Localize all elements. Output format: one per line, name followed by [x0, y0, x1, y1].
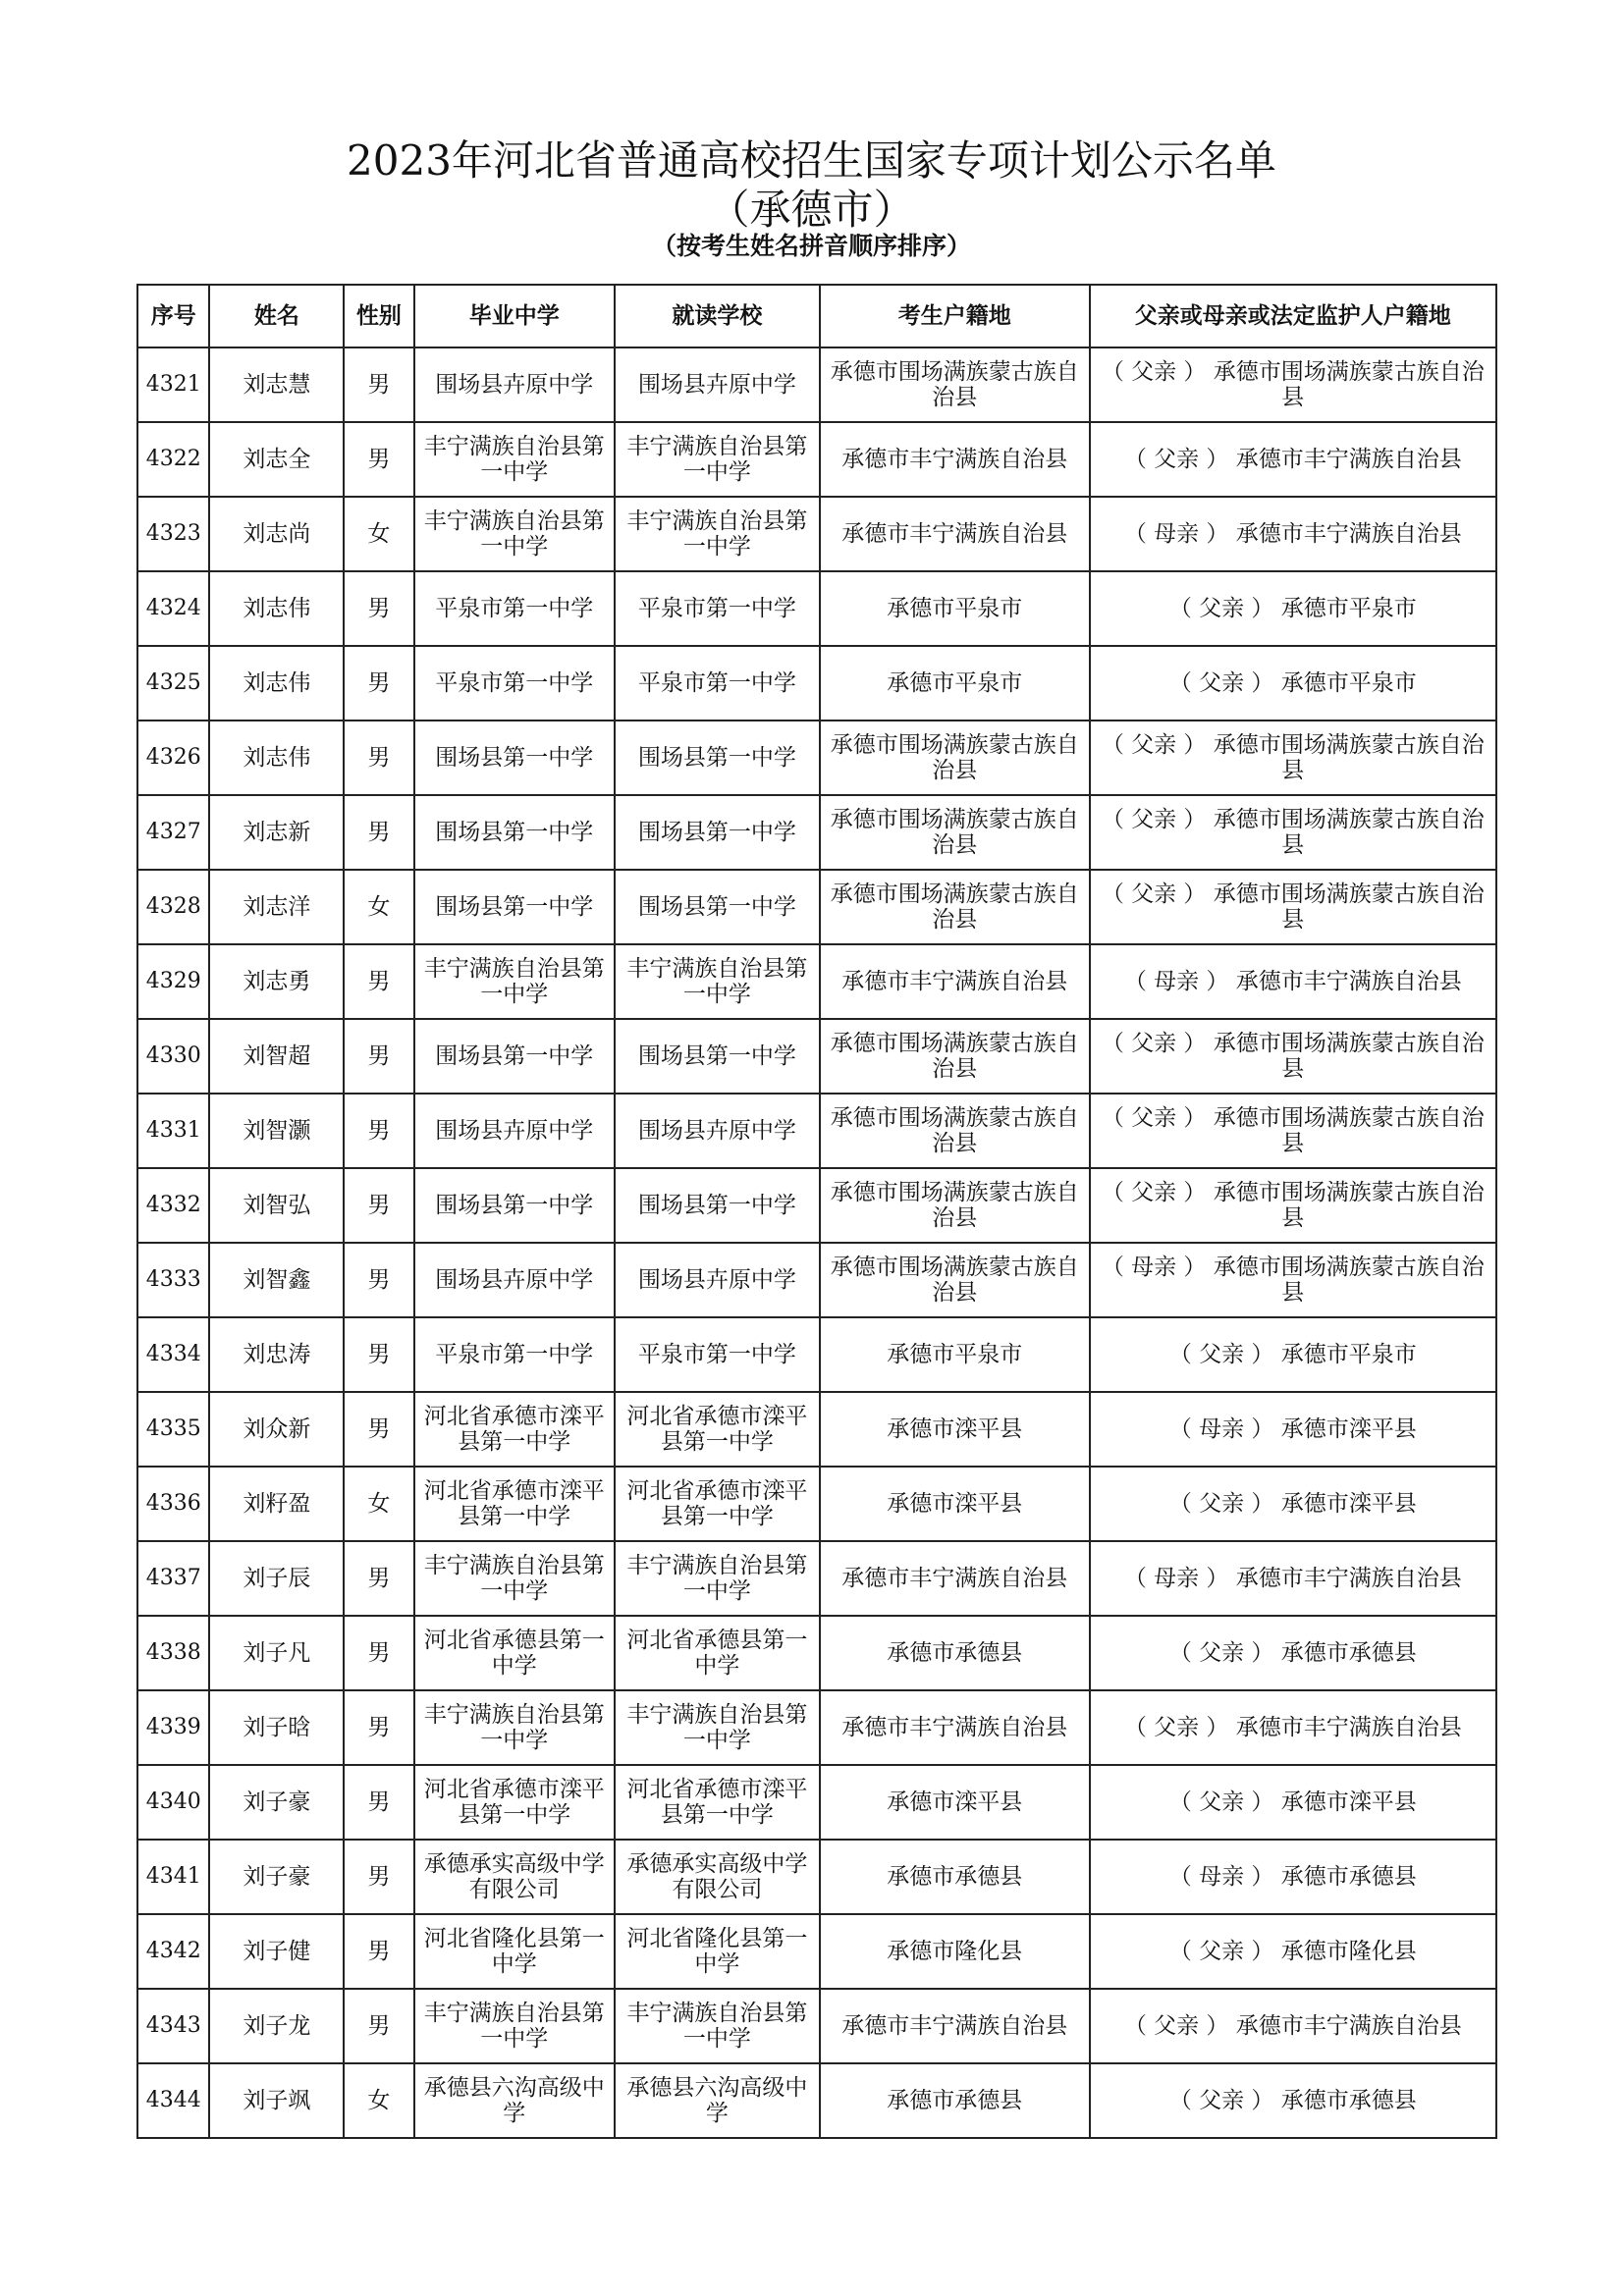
cell-graduation-school: 围场县第一中学	[414, 1168, 615, 1243]
cell-seq: 4333	[137, 1243, 209, 1317]
header-student-residence: 考生户籍地	[820, 285, 1090, 347]
cell-gender: 男	[344, 1168, 413, 1243]
cell-gender: 女	[344, 1467, 413, 1541]
cell-student-residence: 承德市围场满族蒙古族自治县	[820, 1243, 1090, 1317]
cell-student-residence: 承德市丰宁满族自治县	[820, 1690, 1090, 1765]
cell-name: 刘众新	[209, 1392, 344, 1467]
cell-guardian-residence: （ 母亲 ） 承德市围场满族蒙古族自治县	[1090, 1243, 1496, 1317]
cell-current-school: 平泉市第一中学	[615, 646, 820, 721]
table-row	[137, 1094, 1496, 1168]
cell-guardian-residence: （ 父亲 ） 承德市丰宁满族自治县	[1090, 1989, 1496, 2063]
cell-seq: 4332	[137, 1168, 209, 1243]
cell-gender: 男	[344, 347, 413, 422]
cell-guardian-residence: （ 父亲 ） 承德市丰宁满族自治县	[1090, 1690, 1496, 1765]
cell-gender: 男	[344, 1914, 413, 1989]
cell-student-residence: 承德市丰宁满族自治县	[820, 1989, 1090, 2063]
table-row	[137, 571, 1496, 646]
cell-guardian-residence: （ 父亲 ） 承德市围场满族蒙古族自治县	[1090, 1019, 1496, 1094]
cell-student-residence: 承德市丰宁满族自治县	[820, 497, 1090, 571]
cell-name: 刘志伟	[209, 646, 344, 721]
cell-seq: 4343	[137, 1989, 209, 2063]
cell-student-residence: 承德市丰宁满族自治县	[820, 1541, 1090, 1616]
cell-current-school: 河北省隆化县第一中学	[615, 1914, 820, 1989]
cell-name: 刘志尚	[209, 497, 344, 571]
cell-seq: 4329	[137, 944, 209, 1019]
cell-gender: 男	[344, 1392, 413, 1467]
cell-guardian-residence: （ 母亲 ） 承德市承德县	[1090, 1840, 1496, 1914]
cell-seq: 4328	[137, 870, 209, 944]
cell-seq: 4335	[137, 1392, 209, 1467]
header-current-school: 就读学校	[615, 285, 820, 347]
cell-current-school: 围场县卉原中学	[615, 1094, 820, 1168]
cell-current-school: 丰宁满族自治县第一中学	[615, 1541, 820, 1616]
cell-graduation-school: 围场县卉原中学	[414, 1094, 615, 1168]
cell-seq: 4327	[137, 795, 209, 870]
cell-gender: 男	[344, 1094, 413, 1168]
cell-graduation-school: 承德承实高级中学有限公司	[414, 1840, 615, 1914]
cell-seq: 4324	[137, 571, 209, 646]
cell-graduation-school: 丰宁满族自治县第一中学	[414, 944, 615, 1019]
table-row	[137, 944, 1496, 1019]
cell-graduation-school: 丰宁满族自治县第一中学	[414, 1989, 615, 2063]
cell-guardian-residence: （ 母亲 ） 承德市滦平县	[1090, 1392, 1496, 1467]
cell-student-residence: 承德市围场满族蒙古族自治县	[820, 1094, 1090, 1168]
cell-gender: 女	[344, 497, 413, 571]
cell-seq: 4322	[137, 422, 209, 497]
cell-name: 刘子晗	[209, 1690, 344, 1765]
cell-name: 刘子龙	[209, 1989, 344, 2063]
table-row	[137, 422, 1496, 497]
cell-graduation-school: 承德县六沟高级中学	[414, 2063, 615, 2138]
cell-name: 刘子豪	[209, 1840, 344, 1914]
cell-gender: 男	[344, 1243, 413, 1317]
cell-graduation-school: 围场县第一中学	[414, 870, 615, 944]
cell-graduation-school: 丰宁满族自治县第一中学	[414, 422, 615, 497]
cell-guardian-residence: （ 父亲 ） 承德市承德县	[1090, 1616, 1496, 1690]
cell-guardian-residence: （ 父亲 ） 承德市围场满族蒙古族自治县	[1090, 721, 1496, 795]
header-graduation-school: 毕业中学	[414, 285, 615, 347]
cell-student-residence: 承德市承德县	[820, 2063, 1090, 2138]
cell-student-residence: 承德市围场满族蒙古族自治县	[820, 347, 1090, 422]
table-row	[137, 347, 1496, 422]
cell-current-school: 围场县第一中学	[615, 795, 820, 870]
cell-current-school: 围场县第一中学	[615, 721, 820, 795]
table-row	[137, 1840, 1496, 1914]
cell-current-school: 承德县六沟高级中学	[615, 2063, 820, 2138]
cell-student-residence: 承德市围场满族蒙古族自治县	[820, 721, 1090, 795]
cell-name: 刘志慧	[209, 347, 344, 422]
cell-student-residence: 承德市滦平县	[820, 1467, 1090, 1541]
table-row	[137, 721, 1496, 795]
sort-note: （按考生姓名拼音顺序排序）	[651, 232, 971, 260]
cell-student-residence: 承德市围场满族蒙古族自治县	[820, 1019, 1090, 1094]
cell-guardian-residence: （ 父亲 ） 承德市丰宁满族自治县	[1090, 422, 1496, 497]
cell-gender: 男	[344, 422, 413, 497]
cell-name: 刘智超	[209, 1019, 344, 1094]
cell-graduation-school: 丰宁满族自治县第一中学	[414, 1690, 615, 1765]
cell-guardian-residence: （ 父亲 ） 承德市平泉市	[1090, 646, 1496, 721]
cell-graduation-school: 河北省承德市滦平县第一中学	[414, 1467, 615, 1541]
cell-current-school: 丰宁满族自治县第一中学	[615, 422, 820, 497]
cell-current-school: 河北省承德市滦平县第一中学	[615, 1765, 820, 1840]
cell-graduation-school: 围场县第一中学	[414, 721, 615, 795]
cell-current-school: 围场县第一中学	[615, 870, 820, 944]
cell-guardian-residence: （ 父亲 ） 承德市围场满族蒙古族自治县	[1090, 870, 1496, 944]
cell-guardian-residence: （ 母亲 ） 承德市丰宁满族自治县	[1090, 944, 1496, 1019]
cell-guardian-residence: （ 父亲 ） 承德市承德县	[1090, 2063, 1496, 2138]
cell-current-school: 平泉市第一中学	[615, 1317, 820, 1392]
page-title: 2023年河北省普通高校招生国家专项计划公示名单	[347, 136, 1276, 185]
cell-seq: 4330	[137, 1019, 209, 1094]
cell-graduation-school: 平泉市第一中学	[414, 1317, 615, 1392]
page-subtitle: （承德市）	[708, 186, 915, 234]
cell-guardian-residence: （ 父亲 ） 承德市平泉市	[1090, 571, 1496, 646]
cell-guardian-residence: （ 父亲 ） 承德市围场满族蒙古族自治县	[1090, 795, 1496, 870]
header-gender: 性别	[344, 285, 413, 347]
header-name: 姓名	[209, 285, 344, 347]
table-row	[137, 646, 1496, 721]
cell-student-residence: 承德市围场满族蒙古族自治县	[820, 795, 1090, 870]
cell-graduation-school: 河北省承德县第一中学	[414, 1616, 615, 1690]
cell-guardian-residence: （ 父亲 ） 承德市围场满族蒙古族自治县	[1090, 1094, 1496, 1168]
cell-seq: 4323	[137, 497, 209, 571]
cell-gender: 男	[344, 1690, 413, 1765]
cell-current-school: 围场县卉原中学	[615, 347, 820, 422]
cell-seq: 4340	[137, 1765, 209, 1840]
cell-student-residence: 承德市平泉市	[820, 646, 1090, 721]
cell-name: 刘智鑫	[209, 1243, 344, 1317]
cell-guardian-residence: （ 父亲 ） 承德市隆化县	[1090, 1914, 1496, 1989]
cell-graduation-school: 围场县卉原中学	[414, 347, 615, 422]
cell-graduation-school: 丰宁满族自治县第一中学	[414, 1541, 615, 1616]
cell-gender: 女	[344, 870, 413, 944]
cell-gender: 男	[344, 571, 413, 646]
cell-student-residence: 承德市围场满族蒙古族自治县	[820, 1168, 1090, 1243]
cell-current-school: 围场县第一中学	[615, 1019, 820, 1094]
cell-graduation-school: 围场县卉原中学	[414, 1243, 615, 1317]
cell-seq: 4338	[137, 1616, 209, 1690]
cell-seq: 4331	[137, 1094, 209, 1168]
cell-name: 刘志新	[209, 795, 344, 870]
roster-body	[137, 347, 1496, 2138]
cell-graduation-school: 围场县第一中学	[414, 1019, 615, 1094]
cell-student-residence: 承德市滦平县	[820, 1392, 1090, 1467]
table-row	[137, 1243, 1496, 1317]
header-guardian-residence: 父亲或母亲或法定监护人户籍地	[1090, 285, 1496, 347]
cell-seq: 4337	[137, 1541, 209, 1616]
cell-gender: 男	[344, 1317, 413, 1392]
cell-name: 刘子凡	[209, 1616, 344, 1690]
cell-current-school: 丰宁满族自治县第一中学	[615, 1690, 820, 1765]
table-row	[137, 1168, 1496, 1243]
cell-graduation-school: 河北省承德市滦平县第一中学	[414, 1392, 615, 1467]
cell-current-school: 丰宁满族自治县第一中学	[615, 944, 820, 1019]
table-row	[137, 1541, 1496, 1616]
cell-name: 刘子豪	[209, 1765, 344, 1840]
cell-student-residence: 承德市平泉市	[820, 1317, 1090, 1392]
cell-name: 刘志伟	[209, 721, 344, 795]
cell-guardian-residence: （ 母亲 ） 承德市丰宁满族自治县	[1090, 497, 1496, 571]
cell-gender: 男	[344, 1019, 413, 1094]
cell-guardian-residence: （ 父亲 ） 承德市围场满族蒙古族自治县	[1090, 347, 1496, 422]
cell-graduation-school: 河北省承德市滦平县第一中学	[414, 1765, 615, 1840]
cell-graduation-school: 河北省隆化县第一中学	[414, 1914, 615, 1989]
cell-current-school: 河北省承德市滦平县第一中学	[615, 1467, 820, 1541]
cell-gender: 女	[344, 2063, 413, 2138]
cell-name: 刘忠涛	[209, 1317, 344, 1392]
table-row	[137, 1616, 1496, 1690]
cell-gender: 男	[344, 721, 413, 795]
cell-student-residence: 承德市承德县	[820, 1616, 1090, 1690]
cell-name: 刘籽盈	[209, 1467, 344, 1541]
cell-gender: 男	[344, 1765, 413, 1840]
header-seq: 序号	[137, 285, 209, 347]
cell-name: 刘志伟	[209, 571, 344, 646]
cell-name: 刘子飒	[209, 2063, 344, 2138]
cell-name: 刘志全	[209, 422, 344, 497]
cell-current-school: 承德承实高级中学有限公司	[615, 1840, 820, 1914]
table-row	[137, 1765, 1496, 1840]
table-row	[137, 1914, 1496, 1989]
cell-student-residence: 承德市承德县	[820, 1840, 1090, 1914]
roster-table	[136, 284, 1497, 2139]
cell-guardian-residence: （ 父亲 ） 承德市围场满族蒙古族自治县	[1090, 1168, 1496, 1243]
table-row	[137, 795, 1496, 870]
cell-student-residence: 承德市隆化县	[820, 1914, 1090, 1989]
cell-student-residence: 承德市滦平县	[820, 1765, 1090, 1840]
cell-student-residence: 承德市丰宁满族自治县	[820, 422, 1090, 497]
cell-gender: 男	[344, 1840, 413, 1914]
cell-seq: 4344	[137, 2063, 209, 2138]
table-row	[137, 1690, 1496, 1765]
cell-gender: 男	[344, 795, 413, 870]
table-row	[137, 1317, 1496, 1392]
cell-graduation-school: 平泉市第一中学	[414, 571, 615, 646]
table-row	[137, 870, 1496, 944]
cell-student-residence: 承德市丰宁满族自治县	[820, 944, 1090, 1019]
cell-current-school: 河北省承德市滦平县第一中学	[615, 1392, 820, 1467]
cell-seq: 4334	[137, 1317, 209, 1392]
cell-guardian-residence: （ 父亲 ） 承德市滦平县	[1090, 1765, 1496, 1840]
table-row	[137, 497, 1496, 571]
cell-seq: 4341	[137, 1840, 209, 1914]
cell-graduation-school: 围场县第一中学	[414, 795, 615, 870]
cell-current-school: 丰宁满族自治县第一中学	[615, 497, 820, 571]
cell-guardian-residence: （ 父亲 ） 承德市平泉市	[1090, 1317, 1496, 1392]
table-row	[137, 1019, 1496, 1094]
cell-gender: 男	[344, 646, 413, 721]
cell-seq: 4336	[137, 1467, 209, 1541]
cell-current-school: 围场县卉原中学	[615, 1243, 820, 1317]
header-row	[137, 285, 1496, 347]
cell-gender: 男	[344, 1541, 413, 1616]
cell-guardian-residence: （ 母亲 ） 承德市丰宁满族自治县	[1090, 1541, 1496, 1616]
cell-current-school: 平泉市第一中学	[615, 571, 820, 646]
cell-current-school: 丰宁满族自治县第一中学	[615, 1989, 820, 2063]
cell-graduation-school: 丰宁满族自治县第一中学	[414, 497, 615, 571]
cell-gender: 男	[344, 1989, 413, 2063]
cell-seq: 4342	[137, 1914, 209, 1989]
cell-gender: 男	[344, 1616, 413, 1690]
cell-current-school: 河北省承德县第一中学	[615, 1616, 820, 1690]
cell-student-residence: 承德市平泉市	[820, 571, 1090, 646]
table-row	[137, 2063, 1496, 2138]
cell-name: 刘智灏	[209, 1094, 344, 1168]
cell-name: 刘子健	[209, 1914, 344, 1989]
cell-seq: 4321	[137, 347, 209, 422]
cell-seq: 4339	[137, 1690, 209, 1765]
cell-student-residence: 承德市围场满族蒙古族自治县	[820, 870, 1090, 944]
cell-gender: 男	[344, 944, 413, 1019]
cell-current-school: 围场县第一中学	[615, 1168, 820, 1243]
table-row	[137, 1989, 1496, 2063]
cell-seq: 4325	[137, 646, 209, 721]
table-row	[137, 1392, 1496, 1467]
cell-name: 刘志洋	[209, 870, 344, 944]
cell-name: 刘子辰	[209, 1541, 344, 1616]
table-row	[137, 1467, 1496, 1541]
cell-guardian-residence: （ 父亲 ） 承德市滦平县	[1090, 1467, 1496, 1541]
cell-seq: 4326	[137, 721, 209, 795]
cell-graduation-school: 平泉市第一中学	[414, 646, 615, 721]
cell-name: 刘志勇	[209, 944, 344, 1019]
cell-name: 刘智弘	[209, 1168, 344, 1243]
